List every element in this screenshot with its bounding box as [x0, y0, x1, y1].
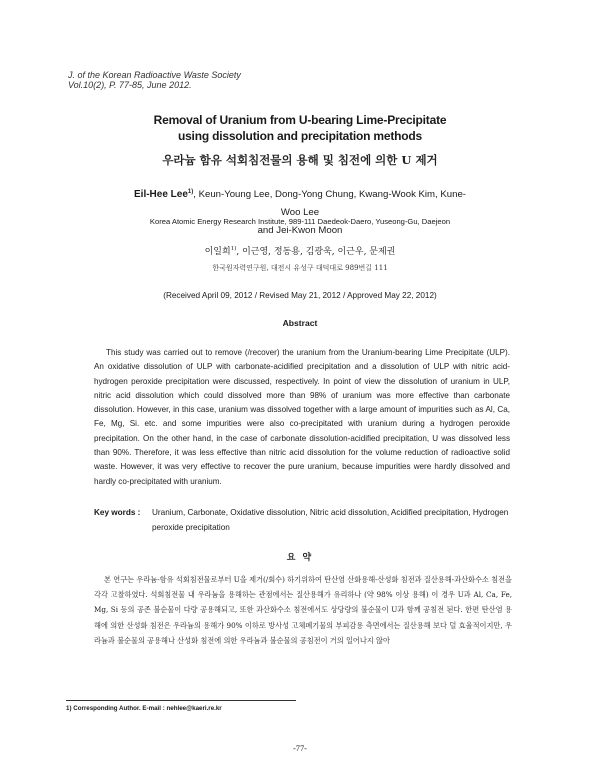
affiliation: Korea Atomic Energy Research Institute, 989-111 Daedeok-Daero, Yuseong-Gu, Daejeon	[149, 217, 451, 226]
author-list-korean	[0, 244, 600, 257]
summary-body: 본 연구는 우라늄-함유 석회침전물로부터 U을 제거(/회수) 하기위하여 탄산염 산화용해-산성화 침전과 질산용해-과산화수소 침전을 각각 고찰하였다. 석회침전물 내 우라늄을 용해하는 관점에서는 질산용해가 유리하나 (약 98% 이상 용해) 이 경우 U과 Al, Ca, Fe, Mg, Si 등의 공존 불순물이 다량 공용해되고, 또한 과산화수소 침전에서도 상당량의 불순물이 U과 함께 공침전 된다. 한편 탄산염 용해에 의한 산성화 침전은 우라늄의 용해가 90% 이하로 방사성 고체폐기물의 부피감용 측면에서는 질산용해 보다 덜 효율적이지만, 우라늄과 불순물의 공용해나 산성화 침전에 의한 우라늄과 불순물의 공침전이 거의 일어나지 않아	[94, 575, 512, 645]
keywords-label: Key words :	[94, 508, 141, 517]
co-authors-korean: , 이근영, 정동용, 김광욱, 이근우, 문제권	[236, 247, 396, 257]
author-list	[130, 183, 470, 240]
paper-title-korean: 우라늄 함유 석회침전물의 용해 및 침전에 의한 U 제거	[162, 153, 438, 167]
co-authors: , Keun-Young Lee, Dong-Yong Chung, Kwang-Wook Kim, Kune-Woo Lee	[193, 189, 466, 219]
lead-author-mark: 1)	[187, 189, 194, 195]
abstract-body: This study was carried out to remove (/recover) the uranium from the Uranium-bearing Lime Precipitate (ULP). An oxidative dissolution of ULP with carbonate-acidified precipitation and a dissolution of ULP with nitric acid-hydrogen peroxide precipitation were discussed, respectively. In point of view the dissolution of uranium in ULP, nitric acid dissolution which could dissolved more than 98% of uranium was more effective than carbonate dissolution. However, in this case, uranium was dissolved together with a large amount of impurities such as Al, Ca, Fe, Mg, Si. etc. and some impurities were also co-precipitated with uranium during a hydrogen peroxide precipitation. On the other hand, in the case of carbonate dissolution-acidified precipitation, U was dissolved less than 90%. Therefore, it was less effective than nitric acid dissolution for the volume reduction of radioactive solid waste. However, it was very effective to recover the pure uranium, because impurities were hardly dissolved and hardly co-precipitated with uranium.	[94, 348, 510, 486]
keywords-text: Uranium, Carbonate, Oxidative dissolution, Nitric acid dissolution, Acidified precipitation, Hydrogen peroxide precipitation	[152, 508, 509, 532]
page-number: -77-	[293, 744, 307, 753]
abstract-heading: Abstract	[282, 318, 318, 328]
keywords	[94, 505, 514, 535]
journal-citation	[68, 70, 241, 90]
footnote-divider	[66, 700, 296, 701]
lead-author-korean-mark: 1)	[230, 246, 237, 252]
paper-title-line-1: Removal of Uranium from U-bearing Lime-Precipitate	[153, 113, 447, 127]
affiliation-korean: 한국원자력연구원, 대전시 유성구 대덕대로 989번길 111	[212, 264, 388, 272]
lead-author: Eil-Hee Lee	[134, 189, 188, 201]
paper-title	[0, 112, 600, 144]
paper-title-line-2: using dissolution and precipitation methods	[177, 129, 423, 143]
journal-name: J. of the Korean Radioactive Waste Society	[68, 70, 241, 80]
journal-volume: Vol.10(2), P. 77-85, June 2012.	[68, 80, 192, 90]
footnote: 1) Corresponding Author. E-mail : nehlee@kaeri.re.kr	[66, 705, 222, 712]
co-authors-continued: and Jei-Kwon Moon	[257, 225, 343, 237]
summary-heading: 요 약	[286, 553, 314, 563]
received-dates: (Received April 09, 2012 / Revised May 21, 2012 / Approved May 22, 2012)	[163, 291, 437, 300]
lead-author-korean: 이일희	[204, 247, 231, 257]
